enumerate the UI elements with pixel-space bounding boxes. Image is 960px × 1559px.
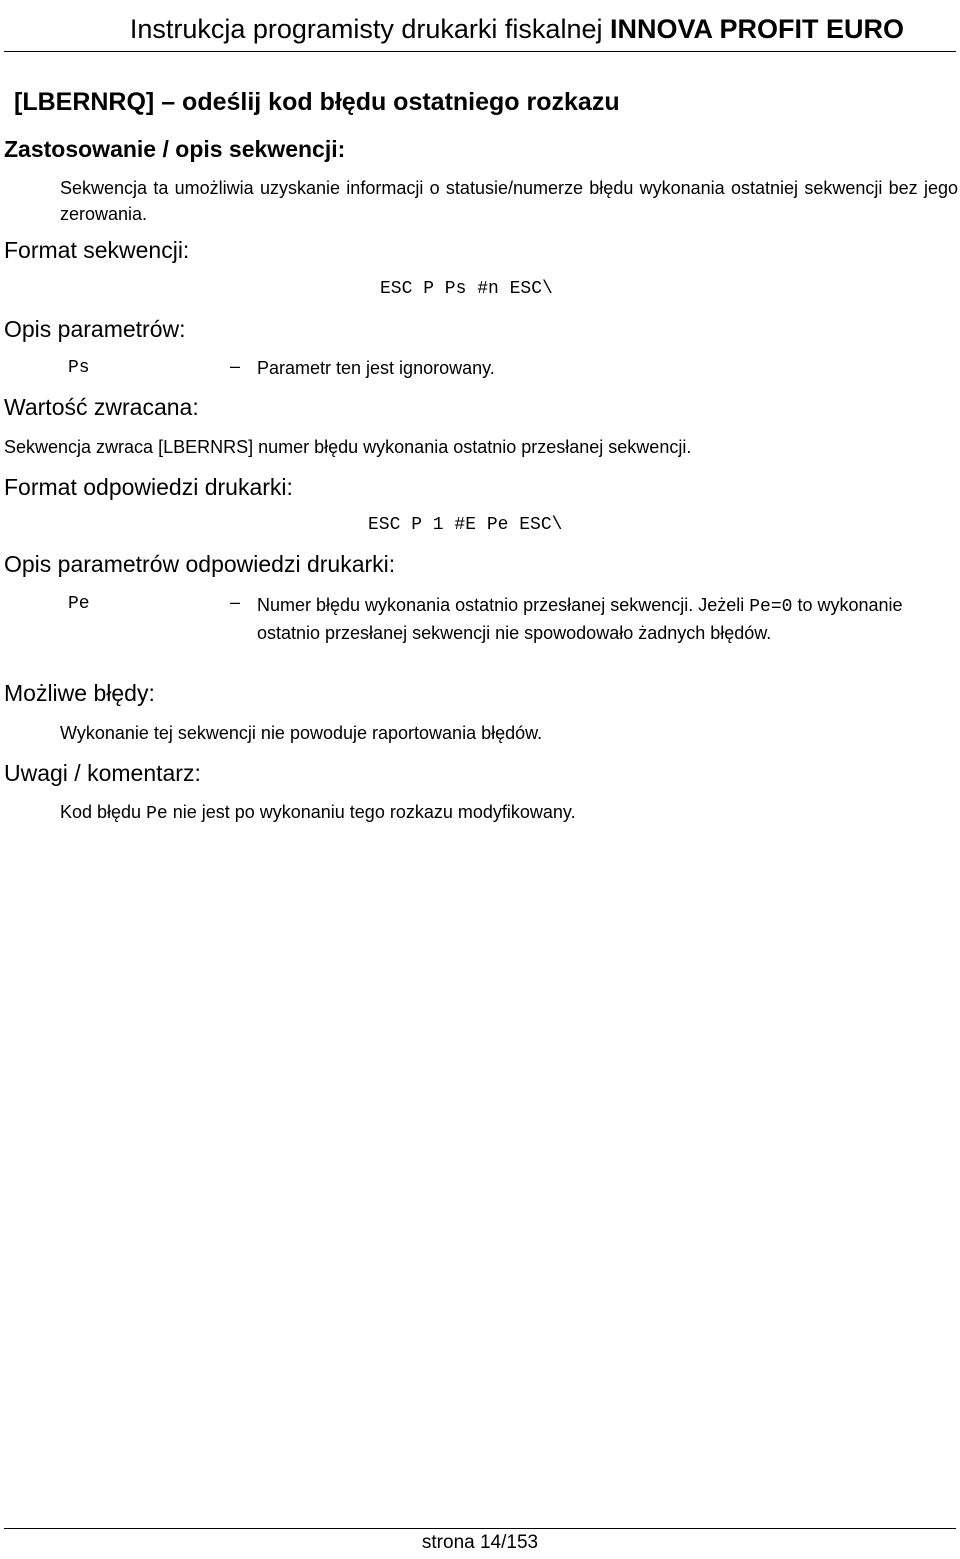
response-code: ESC P 1 #E Pe ESC\	[368, 515, 563, 535]
param-ps-name: Ps	[68, 358, 90, 378]
footer-divider	[4, 1528, 956, 1529]
return-heading: Wartość zwracana:	[4, 394, 199, 420]
param-ps-dash: –	[230, 356, 241, 376]
notes-text-end: nie jest po wykonaniu tego rozkazu modyfikowany.	[167, 802, 576, 822]
param-pe-desc-text-end: to wykonanie ostatnio przesłanej sekwencji nie spowodowało żadnych błędów.	[257, 595, 903, 643]
param-pe-desc-code: Pe=0	[749, 597, 793, 617]
param-ps-desc: Parametr ten jest ignorowany.	[257, 358, 495, 378]
page-header	[0, 14, 960, 50]
notes-text-start: Kod błędu	[60, 802, 147, 822]
page-title: [LBERNRQ] – odeślij kod błędu ostatniego rozkazu	[14, 88, 620, 116]
errors-heading: Możliwe błędy:	[4, 680, 155, 706]
param-pe-dash: –	[230, 592, 241, 612]
errors-text: Wykonanie tej sekwencji nie powoduje raportowania błędów.	[60, 723, 543, 743]
notes-heading: Uwagi / komentarz:	[4, 760, 201, 786]
header-product: INNOVA PROFIT EURO	[609, 14, 904, 44]
notes-text	[60, 802, 576, 824]
param-pe-desc	[257, 592, 917, 646]
usage-heading: Zastosowanie / opis sekwencji:	[4, 136, 346, 162]
response-params-heading: Opis parametrów odpowiedzi drukarki:	[4, 551, 396, 577]
param-pe-name: Pe	[68, 594, 90, 614]
page-number: strona 14/153	[421, 1532, 539, 1553]
response-format-heading: Format odpowiedzi drukarki:	[4, 474, 293, 500]
param-pe-desc-text: Numer błędu wykonania ostatnio przesłanej sekwencji. Jeżeli	[257, 595, 750, 615]
notes-text-code: Pe	[146, 804, 168, 824]
usage-text: Sekwencja ta umożliwia uzyskanie informacji o statusie/numerze błędu wykonania ostatniej sekwencji bez jego zerowania.	[60, 178, 958, 224]
format-code: ESC P Ps #n ESC\	[380, 279, 553, 299]
header-title: Instrukcja programisty drukarki fiskalnej	[129, 14, 610, 44]
params-heading: Opis parametrów:	[4, 316, 186, 342]
header-divider	[4, 51, 956, 52]
return-text: Sekwencja zwraca [LBERNRS] numer błędu wykonania ostatnio przesłanej sekwencji.	[4, 437, 692, 457]
format-heading: Format sekwencji:	[4, 237, 190, 263]
